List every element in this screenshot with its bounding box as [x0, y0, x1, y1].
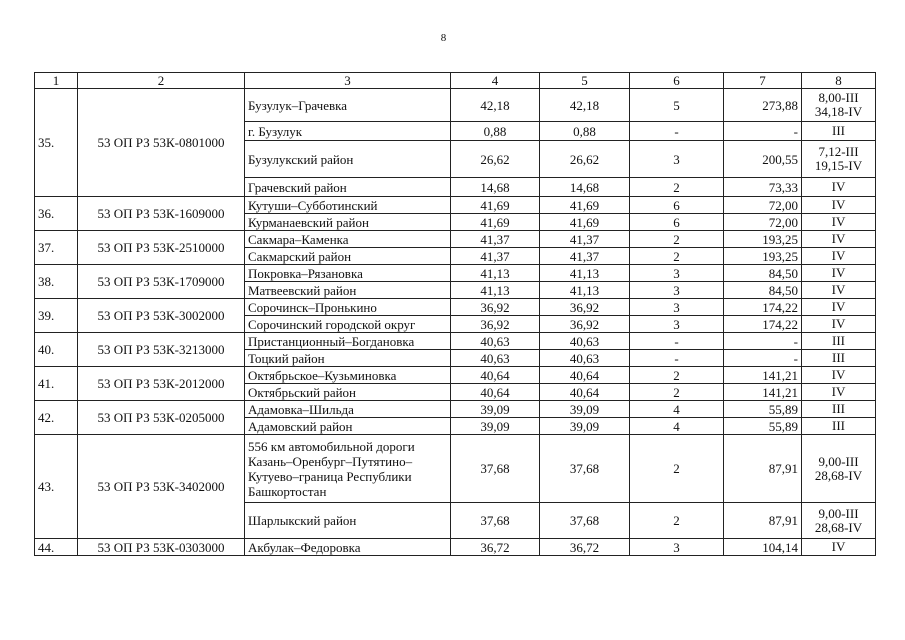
road-name: Пристанционный–Богдановка	[245, 333, 451, 350]
column-7-value: 193,25	[724, 248, 802, 265]
road-number: 43.	[35, 435, 78, 539]
road-category	[802, 503, 876, 539]
length-total: 42,18	[451, 89, 540, 122]
length-hard-surface: 41,37	[540, 231, 630, 248]
road-name: Сорочинск–Пронькино	[245, 299, 451, 316]
road-code: 53 ОП РЗ 53К-3213000	[78, 333, 245, 367]
column-6-value: 3	[630, 282, 724, 299]
column-6-value: 2	[630, 178, 724, 197]
road-category	[802, 299, 876, 316]
road-category-line: III	[832, 401, 845, 416]
road-category	[802, 265, 876, 282]
column-7-value: 73,33	[724, 178, 802, 197]
column-6-value: 2	[630, 248, 724, 265]
column-7-value: -	[724, 122, 802, 141]
column-header-6: 6	[630, 73, 724, 89]
road-name: Сакмара–Каменка	[245, 231, 451, 248]
column-7-value: 84,50	[724, 265, 802, 282]
length-total: 26,62	[451, 141, 540, 178]
road-name: Сорочинский городской округ	[245, 316, 451, 333]
road-category	[802, 401, 876, 418]
column-6-value: 5	[630, 89, 724, 122]
column-7-value: -	[724, 350, 802, 367]
road-name: Октябрьское–Кузьминовка	[245, 367, 451, 384]
road-category	[802, 435, 876, 503]
road-category-line: IV	[831, 214, 846, 229]
length-total: 41,69	[451, 214, 540, 231]
column-6-value: 3	[630, 316, 724, 333]
road-category	[802, 89, 876, 122]
road-name: Бузулукский район	[245, 141, 451, 178]
table-row	[35, 89, 876, 122]
road-number: 40.	[35, 333, 78, 367]
road-code: 53 ОП РЗ 53К-1609000	[78, 197, 245, 231]
column-header-8: 8	[802, 73, 876, 89]
road-number: 37.	[35, 231, 78, 265]
road-name: Октябрьский район	[245, 384, 451, 401]
column-6-value: -	[630, 122, 724, 141]
length-hard-surface: 40,63	[540, 333, 630, 350]
column-header-7: 7	[724, 73, 802, 89]
column-6-value: 2	[630, 367, 724, 384]
road-code: 53 ОП РЗ 53К-3402000	[78, 435, 245, 539]
road-category	[802, 197, 876, 214]
road-name: Шарлыкский район	[245, 503, 451, 539]
column-header-2: 2	[78, 73, 245, 89]
table-row	[35, 539, 876, 556]
length-hard-surface: 36,72	[540, 539, 630, 556]
length-total: 41,37	[451, 231, 540, 248]
column-7-value: 72,00	[724, 197, 802, 214]
column-6-value: 3	[630, 299, 724, 316]
column-6-value: 4	[630, 418, 724, 435]
road-category-line: IV	[831, 197, 846, 212]
road-name: Кутуши–Субботинский	[245, 197, 451, 214]
road-category	[802, 384, 876, 401]
road-category-line: 9,00-III	[818, 505, 859, 521]
length-total: 36,72	[451, 539, 540, 556]
road-category-line: 7,12-III	[818, 144, 859, 159]
length-hard-surface: 41,13	[540, 282, 630, 299]
length-hard-surface: 42,18	[540, 89, 630, 122]
road-number: 36.	[35, 197, 78, 231]
column-7-value: 141,21	[724, 384, 802, 401]
column-6-value: 2	[630, 435, 724, 503]
road-category-line: 28,68-IV	[814, 467, 863, 483]
length-hard-surface: 14,68	[540, 178, 630, 197]
length-hard-surface: 26,62	[540, 141, 630, 178]
length-hard-surface: 40,64	[540, 384, 630, 401]
column-7-value: 55,89	[724, 401, 802, 418]
road-category	[802, 231, 876, 248]
table-row	[35, 367, 876, 384]
road-category-line: IV	[831, 179, 846, 194]
road-code: 53 ОП РЗ 53К-2012000	[78, 367, 245, 401]
road-code: 53 ОП РЗ 53К-0205000	[78, 401, 245, 435]
road-code: 53 ОП РЗ 53К-2510000	[78, 231, 245, 265]
table-row	[35, 435, 876, 503]
road-number: 35.	[35, 89, 78, 197]
road-category	[802, 367, 876, 384]
length-hard-surface: 37,68	[540, 503, 630, 539]
road-name: Грачевский район	[245, 178, 451, 197]
length-total: 36,92	[451, 316, 540, 333]
road-category-line: 28,68-IV	[814, 519, 863, 535]
road-category	[802, 316, 876, 333]
road-number: 41.	[35, 367, 78, 401]
road-category-line: III	[832, 418, 845, 433]
column-7-value: 193,25	[724, 231, 802, 248]
length-total: 40,64	[451, 367, 540, 384]
column-7-value: 87,91	[724, 503, 802, 539]
road-category-line: 19,15-IV	[814, 158, 863, 173]
column-6-value: 3	[630, 265, 724, 282]
length-total: 41,13	[451, 282, 540, 299]
road-category	[802, 333, 876, 350]
road-code: 53 ОП РЗ 53К-0801000	[78, 89, 245, 197]
road-category	[802, 178, 876, 197]
length-total: 39,09	[451, 418, 540, 435]
road-name: г. Бузулук	[245, 122, 451, 141]
table-row	[35, 299, 876, 316]
column-7-value: 87,91	[724, 435, 802, 503]
road-category	[802, 248, 876, 265]
road-number: 38.	[35, 265, 78, 299]
length-hard-surface: 0,88	[540, 122, 630, 141]
length-total: 14,68	[451, 178, 540, 197]
road-category-line: III	[832, 123, 845, 138]
column-7-value: 84,50	[724, 282, 802, 299]
road-name: Адамовка–Шильда	[245, 401, 451, 418]
length-total: 41,13	[451, 265, 540, 282]
column-7-value: 141,21	[724, 367, 802, 384]
length-hard-surface: 40,63	[540, 350, 630, 367]
road-name: 556 км автомобильной дороги Казань–Оренбург–Путятино–Кутуево–граница Республики Башкортостан	[245, 435, 451, 503]
column-7-value: 72,00	[724, 214, 802, 231]
length-total: 40,63	[451, 333, 540, 350]
length-hard-surface: 41,69	[540, 197, 630, 214]
length-total: 37,68	[451, 503, 540, 539]
road-name: Курманаевский район	[245, 214, 451, 231]
road-category-line: IV	[831, 316, 846, 331]
column-7-value: 273,88	[724, 89, 802, 122]
column-6-value: 2	[630, 231, 724, 248]
table-row	[35, 231, 876, 248]
column-6-value: -	[630, 350, 724, 367]
length-hard-surface: 41,69	[540, 214, 630, 231]
column-6-value: 3	[630, 539, 724, 556]
road-category-line: IV	[831, 231, 846, 246]
road-code: 53 ОП РЗ 53К-3002000	[78, 299, 245, 333]
column-6-value: 6	[630, 214, 724, 231]
column-7-value: 55,89	[724, 418, 802, 435]
road-category	[802, 418, 876, 435]
road-category	[802, 539, 876, 556]
column-7-value: 200,55	[724, 141, 802, 178]
road-category-line: IV	[831, 539, 846, 554]
road-register-table	[34, 72, 876, 556]
length-total: 41,37	[451, 248, 540, 265]
road-number: 42.	[35, 401, 78, 435]
table-row	[35, 333, 876, 350]
road-name: Бузулук–Грачевка	[245, 89, 451, 122]
length-total: 37,68	[451, 435, 540, 503]
length-hard-surface: 41,13	[540, 265, 630, 282]
length-hard-surface: 41,37	[540, 248, 630, 265]
length-hard-surface: 40,64	[540, 367, 630, 384]
table-row	[35, 265, 876, 282]
road-category-line: IV	[831, 299, 846, 314]
road-name: Матвеевский район	[245, 282, 451, 299]
road-category	[802, 141, 876, 178]
table-header	[35, 73, 876, 89]
road-name: Акбулак–Федоровка	[245, 539, 451, 556]
length-total: 39,09	[451, 401, 540, 418]
road-code: 53 ОП РЗ 53К-0303000	[78, 539, 245, 556]
column-7-value: 174,22	[724, 316, 802, 333]
length-total: 41,69	[451, 197, 540, 214]
length-total: 0,88	[451, 122, 540, 141]
road-category-line: 9,00-III	[818, 453, 859, 469]
length-hard-surface: 36,92	[540, 316, 630, 333]
length-hard-surface: 39,09	[540, 418, 630, 435]
header-row	[35, 73, 876, 89]
road-name: Покровка–Рязановка	[245, 265, 451, 282]
length-total: 36,92	[451, 299, 540, 316]
road-category-line: IV	[831, 367, 846, 382]
road-code: 53 ОП РЗ 53К-1709000	[78, 265, 245, 299]
road-name: Сакмарский район	[245, 248, 451, 265]
road-category-line: III	[832, 350, 845, 365]
road-category-line: IV	[831, 384, 846, 399]
column-6-value: 6	[630, 197, 724, 214]
road-category-line: III	[832, 333, 845, 348]
column-header-3: 3	[245, 73, 451, 89]
column-6-value: 3	[630, 141, 724, 178]
column-header-4: 4	[451, 73, 540, 89]
table-row	[35, 401, 876, 418]
road-name: Адамовский район	[245, 418, 451, 435]
column-7-value: 104,14	[724, 539, 802, 556]
length-total: 40,63	[451, 350, 540, 367]
table-row	[35, 197, 876, 214]
road-category-line: IV	[831, 248, 846, 263]
length-total: 40,64	[451, 384, 540, 401]
column-7-value: 174,22	[724, 299, 802, 316]
road-category	[802, 282, 876, 299]
table-body	[35, 89, 876, 556]
road-category	[802, 350, 876, 367]
road-category-line: IV	[831, 282, 846, 297]
column-6-value: 2	[630, 503, 724, 539]
road-number: 39.	[35, 299, 78, 333]
length-hard-surface: 37,68	[540, 435, 630, 503]
page-number: 8	[440, 32, 447, 44]
column-7-value: -	[724, 333, 802, 350]
length-hard-surface: 39,09	[540, 401, 630, 418]
road-name: Тоцкий район	[245, 350, 451, 367]
road-category-line: 8,00-III	[818, 90, 859, 105]
road-category	[802, 214, 876, 231]
column-6-value: 4	[630, 401, 724, 418]
road-category-line: 34,18-IV	[814, 104, 863, 119]
road-category	[802, 122, 876, 141]
length-hard-surface: 36,92	[540, 299, 630, 316]
column-6-value: 2	[630, 384, 724, 401]
road-number: 44.	[35, 539, 78, 556]
column-header-5: 5	[540, 73, 630, 89]
column-header-1: 1	[35, 73, 78, 89]
road-category-line: IV	[831, 265, 846, 280]
column-6-value: -	[630, 333, 724, 350]
